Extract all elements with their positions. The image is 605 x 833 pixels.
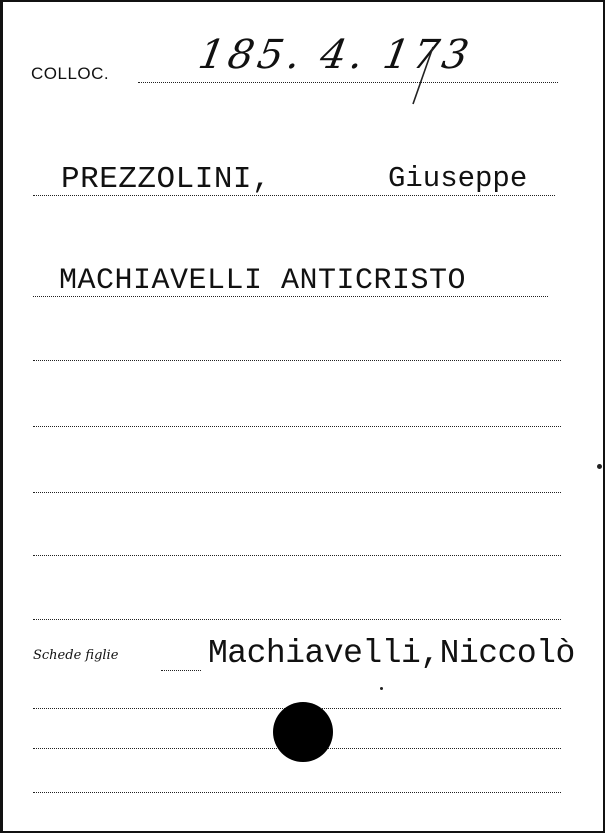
colloc-label: COLLOC. <box>31 64 110 83</box>
blank-line-1 <box>33 360 561 361</box>
blank-line-2 <box>33 426 561 427</box>
shelfmark-handwritten: 185. 4. 173 <box>194 32 477 78</box>
shelfmark-stroke <box>403 42 443 112</box>
book-title: MACHIAVELLI ANTICRISTO <box>59 264 467 298</box>
punch-hole <box>273 702 333 762</box>
author-given-name: Giuseppe <box>388 162 528 195</box>
speck-mark <box>597 464 602 469</box>
linked-cards-dotted-line <box>161 670 201 671</box>
blank-line-3 <box>33 492 561 493</box>
linked-card-entry: Machiavelli,Niccolò <box>208 635 575 672</box>
blank-line-4 <box>33 555 561 556</box>
speck-mark <box>380 687 383 690</box>
author-surname: PREZZOLINI, <box>61 162 272 197</box>
colloc-dotted-line <box>138 82 558 83</box>
blank-line-5 <box>33 619 561 620</box>
blank-line-8 <box>33 792 561 793</box>
linked-cards-label: Schede figlie <box>33 648 119 663</box>
